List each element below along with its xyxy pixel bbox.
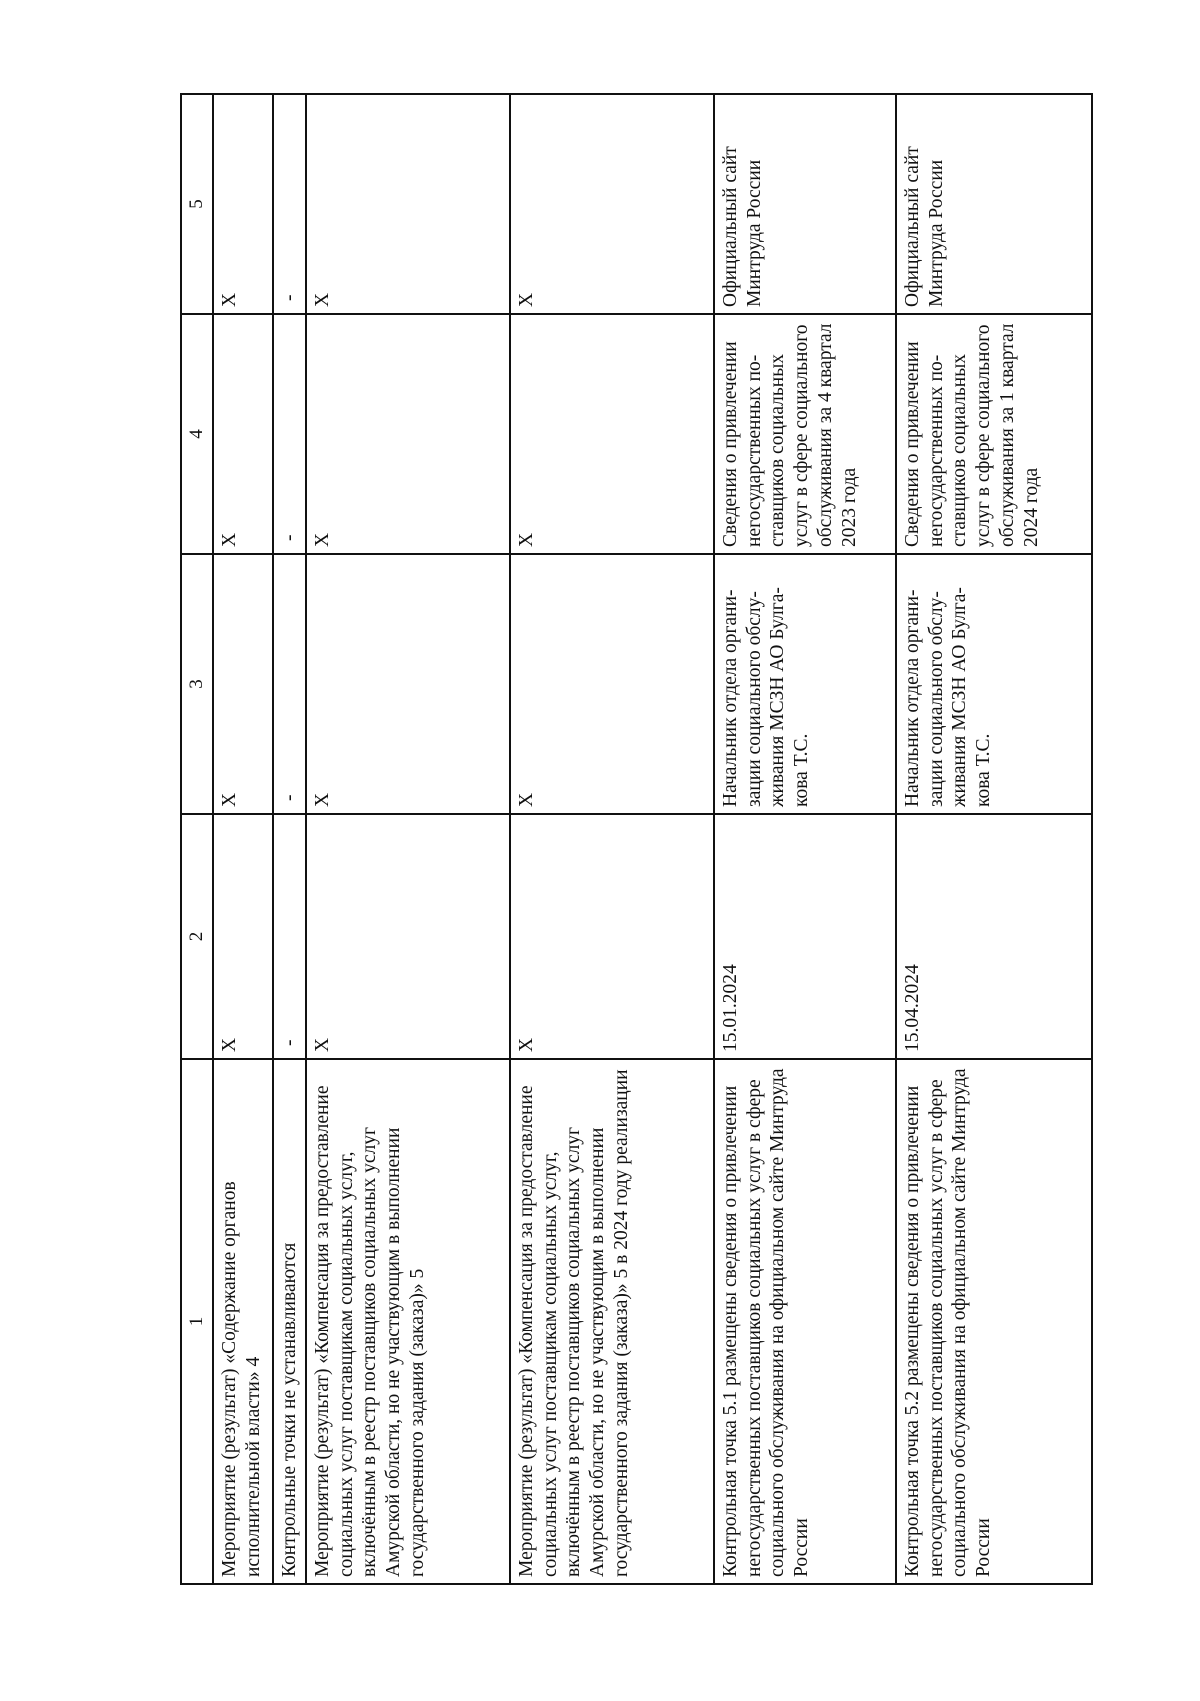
responsible-cell: X xyxy=(510,554,714,814)
responsible-cell: X xyxy=(213,554,273,814)
date-cell: 15.04.2024 xyxy=(896,814,1092,1059)
event-name-cell: Мероприятие (результат) «Содержание органов исполнительной власти» 4 xyxy=(213,1059,273,1584)
column-header: 3 xyxy=(181,554,213,814)
document-cell: - xyxy=(273,314,306,554)
event-name-cell: Мероприятие (результат) «Компенсация за предоставление социальных услуг поставщикам социальных услуг, включённым в реестр поставщиков социальных услуг Амурской области, но не участвующим в выполнении государственного задания (заказа)» 5 xyxy=(306,1059,510,1584)
event-name-cell: Контрольная точка 5.1 размещены сведения о привлечении негосударственных поставщиков социальных услуг в сфере социального обслуживания на официальном сайте Минтруда России xyxy=(714,1059,896,1584)
rotated-page xyxy=(180,95,1090,1585)
date-cell: - xyxy=(273,814,306,1059)
document-cell: Сведения о привлечении негосударственных поставщиков социальных услуг в сфере социального обслуживания за 1 квартал 2024 года xyxy=(896,314,1092,554)
responsible-cell: Начальник отдела организации социального обслуживания МСЗН АО Булгакова Т.С. xyxy=(896,554,1092,814)
table-row xyxy=(896,94,1092,1584)
header-row xyxy=(181,94,213,1584)
column-header: 2 xyxy=(181,814,213,1059)
source-cell: Официальный сайт Минтруда России xyxy=(714,94,896,314)
event-name-cell: Контрольные точки не устанавливаются xyxy=(273,1059,306,1584)
table-row xyxy=(510,94,714,1584)
table-row xyxy=(306,94,510,1584)
source-cell: Официальный сайт Минтруда России xyxy=(896,94,1092,314)
source-cell: X xyxy=(306,94,510,314)
date-cell: X xyxy=(306,814,510,1059)
column-header: 4 xyxy=(181,314,213,554)
table-row xyxy=(213,94,273,1584)
document-cell: Сведения о привлечении негосударственных поставщиков социальных услуг в сфере социального обслуживания за 4 квартал 2023 года xyxy=(714,314,896,554)
column-header: 5 xyxy=(181,94,213,314)
document-cell: X xyxy=(213,314,273,554)
source-cell: - xyxy=(273,94,306,314)
source-cell: X xyxy=(510,94,714,314)
date-cell: 15.01.2024 xyxy=(714,814,896,1059)
date-cell: X xyxy=(510,814,714,1059)
table-row xyxy=(273,94,306,1584)
date-cell: X xyxy=(213,814,273,1059)
document-cell: X xyxy=(510,314,714,554)
column-header: 1 xyxy=(181,1059,213,1584)
responsible-cell: - xyxy=(273,554,306,814)
document-cell: X xyxy=(306,314,510,554)
control-points-table xyxy=(180,93,1093,1585)
source-cell: X xyxy=(213,94,273,314)
responsible-cell: X xyxy=(306,554,510,814)
responsible-cell: Начальник отдела организации социального обслуживания МСЗН АО Булгакова Т.С. xyxy=(714,554,896,814)
table-row xyxy=(714,94,896,1584)
event-name-cell: Мероприятие (результат) «Компенсация за предоставление социальных услуг поставщикам социальных услуг, включённым в реестр поставщиков социальных услуг Амурской области, но не участвующим в выполнении государственного задания (заказа)» 5 в 2024 году реализации xyxy=(510,1059,714,1584)
event-name-cell: Контрольная точка 5.2 размещены сведения о привлечении негосударственных поставщиков социальных услуг в сфере социального обслуживания на официальном сайте Минтруда России xyxy=(896,1059,1092,1584)
